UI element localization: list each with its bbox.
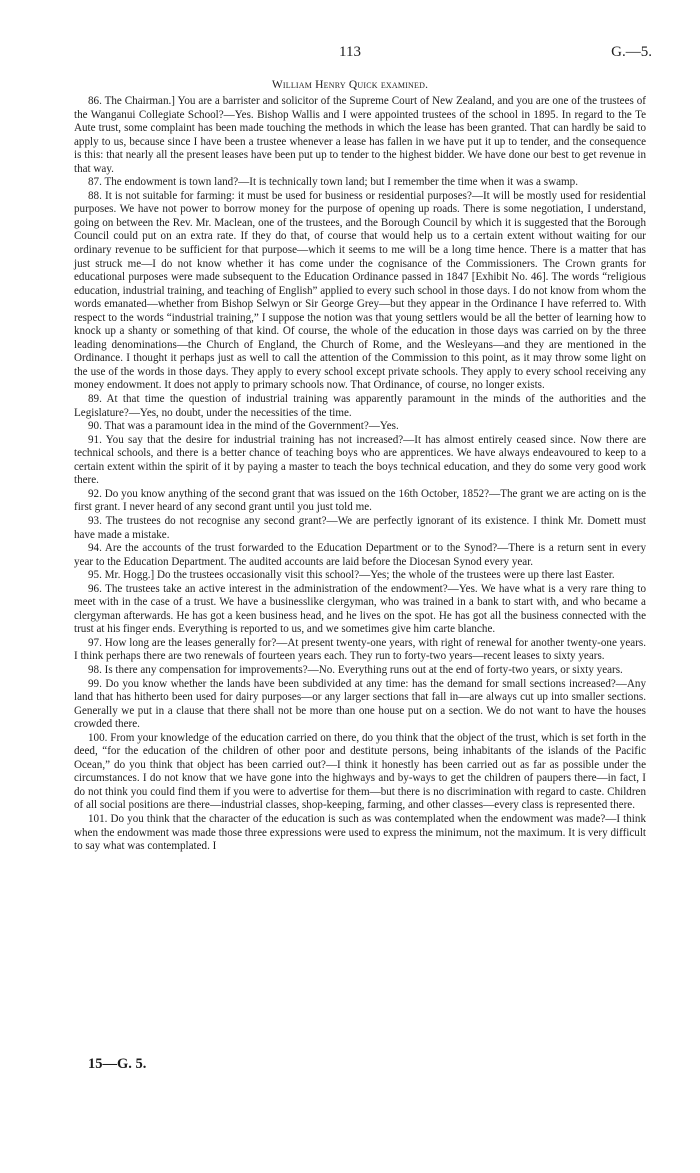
paragraph-94: 94. Are the accounts of the trust forwarded to the Education Department or to the Synod?—There is a return sent in every year to the Education Department. The audited accounts are laid before the Diocesan Synod every year. (74, 542, 646, 568)
paragraph-100: 100. From your knowledge of the education carried on there, do you think that the object of the trust, which is set forth in the deed, “for the education of the children of other poor and destitute persons, being inhabitants of the islands of the Pacific Ocean,” do you think that object has been carried out?—I think it honestly has been carried out as far as possible under the circumstances. I do not know that we have gone into the highways and by-ways to get the children of paupers there—in fact, I do not think you could find them if you were to advertise for them—but there is no discrimination with regard to caste. Children of all social positions are there—industrial classes, shop-keeping, farming, and other classes—every class is represented there. (74, 731, 646, 812)
paragraph-87: 87. The endowment is town land?—It is technically town land; but I remember the time when it was a swamp. (88, 176, 578, 189)
paragraph-97: 97. How long are the leases generally for?—At present twenty-one years, with right of renewal for another twenty-one years. I think perhaps there are two renewals of fourteen years each. They run to forty-two years—recent leases to sixty years. (74, 636, 646, 663)
series-reference: G.—5. (611, 44, 652, 60)
signature-mark: 15—G. 5. (88, 1056, 147, 1072)
section-title: William Henry Quick examined. (271, 79, 429, 91)
paragraph-99: 99. Do you know whether the lands have been subdivided at any time: has the demand for small sections increased?—Any land that has hitherto been used for dairy purposes—or any larger sections that fall in—are always cut up into smaller sections. Generally we put in a clause that there shall not be more than one house put on a section. We do not want to have the houses crowded there. (74, 677, 646, 731)
paragraph-93: 93. The trustees do not recognise any second grant?—We are perfectly ignorant of its existence. I think Mr. Domett must have made a mistake. (74, 514, 646, 541)
paragraph-96: 96. The trustees take an active interest in the administration of the endowment?—Yes. We have what is a very rare thing to meet with in the case of a trust. We have a businesslike clergyman, who was trained in a bank to start with, and who became a clergyman afterwards. He has got a keen business head, and he lives on the spot. He has got all the business connected with the trust at his finger ends. Everything is reported to us, and we sometimes give him carte blanche. (74, 582, 646, 636)
paragraph-91: 91. You say that the desire for industrial training has not increased?—It has almost entirely ceased since. Now there are technical schools, and there is a better chance of teaching boys who are apprentices. We have always endeavoured to keep to a certain extent within the spirit of it by paying a master to teach the boys technical education, and they do some very good work there. (74, 433, 646, 487)
paragraph-95: 95. Mr. Hogg.] Do the trustees occasionally visit this school?—Yes; the whole of the trustees were up there last Easter. (88, 569, 615, 582)
paragraph-101: 101. Do you think that the character of the education is such as was contemplated when the endowment was made?—I think when the endowment was made those three expressions were used to express the minimum, not the maximum. It is very difficult to say what was contemplated. I (74, 812, 646, 853)
testimony-body (74, 95, 646, 854)
paragraph-90: 90. That was a paramount idea in the mind of the Government?—Yes. (88, 420, 399, 433)
paragraph-86: 86. The Chairman.] You are a barrister and solicitor of the Supreme Court of New Zealand, and you are one of the trustees of the Wanganui Collegiate School?—Yes. Bishop Wallis and I were appointed trustees of the school in 1895. In regard to the Te Aute trust, some complaint has been made touching the methods in which the lease has been granted. That can hardly be said to apply to us, because since I have been a trustee whenever a lease has fallen in we have put it up to tender, and the consequence is this: that nearly all the present leases have been put up to tender to the highest bidder. We have done our best to get revenue in that way. (74, 95, 646, 175)
paragraph-89: 89. At that time the question of industrial training was apparently paramount in the minds of the authorities and the Legislature?—Yes, no doubt, under the necessities of the time. (74, 393, 646, 419)
paragraph-88: 88. It is not suitable for farming: it must be used for business or residential purposes?—It will be mostly used for residential purposes. We have not power to borrow money for the purpose of opening up roads. There is some negotiation, I understand, going on between the Rev. Mr. Maclean, one of the trustees, and the Borough Council by which it is suggested that the Borough Council could put on an extra rate. If they do that, of course that would help us to a certain extent without waiting for our ordinary revenue to be sufficient for that purpose—which it seems to me will be a long time hence. There is a matter that has just struck me—I do not know whether it has come under the cognisance of the Commissioners. The Crown grants for educational purposes were made subsequent to the Education Ordinance passed in 1847 [Exhibit No. 46]. The words “religious education, industrial training, and teaching of English” applied to every such school in those days. I do not know from whom the words emanated—whether from Bishop Selwyn or Sir George Grey—but they appear in the Ordinance I have referred to. With respect to the words “industrial training,” I suppose the notion was that young settlers would be all the better of learning how to knock up a shanty or something of that kind. Of course, the whole of the education in those days was carried on by the three leading denominations—the Church of England, the Church of Rome, and the Wesleyans—and they are mentioned in the Ordinance. I thought it perhaps just as well to call the attention of the Commission to this point, as it may throw some light on the use of the words in those days. They apply to every school except private schools. They apply to every school receiving any money endowment. It does not apply to primary schools now. That Ordinance, of course, no longer exists. (74, 189, 646, 392)
paragraph-98: 98. Is there any compensation for improvements?—No. Everything runs out at the end of forty-two years, or sixty years. (88, 663, 623, 676)
paragraph-92: 92. Do you know anything of the second grant that was issued on the 16th October, 1852?—The grant we are acting on is the first grant. I never heard of any second grant until you just told me. (74, 487, 646, 514)
page-number: 113 (339, 44, 361, 60)
